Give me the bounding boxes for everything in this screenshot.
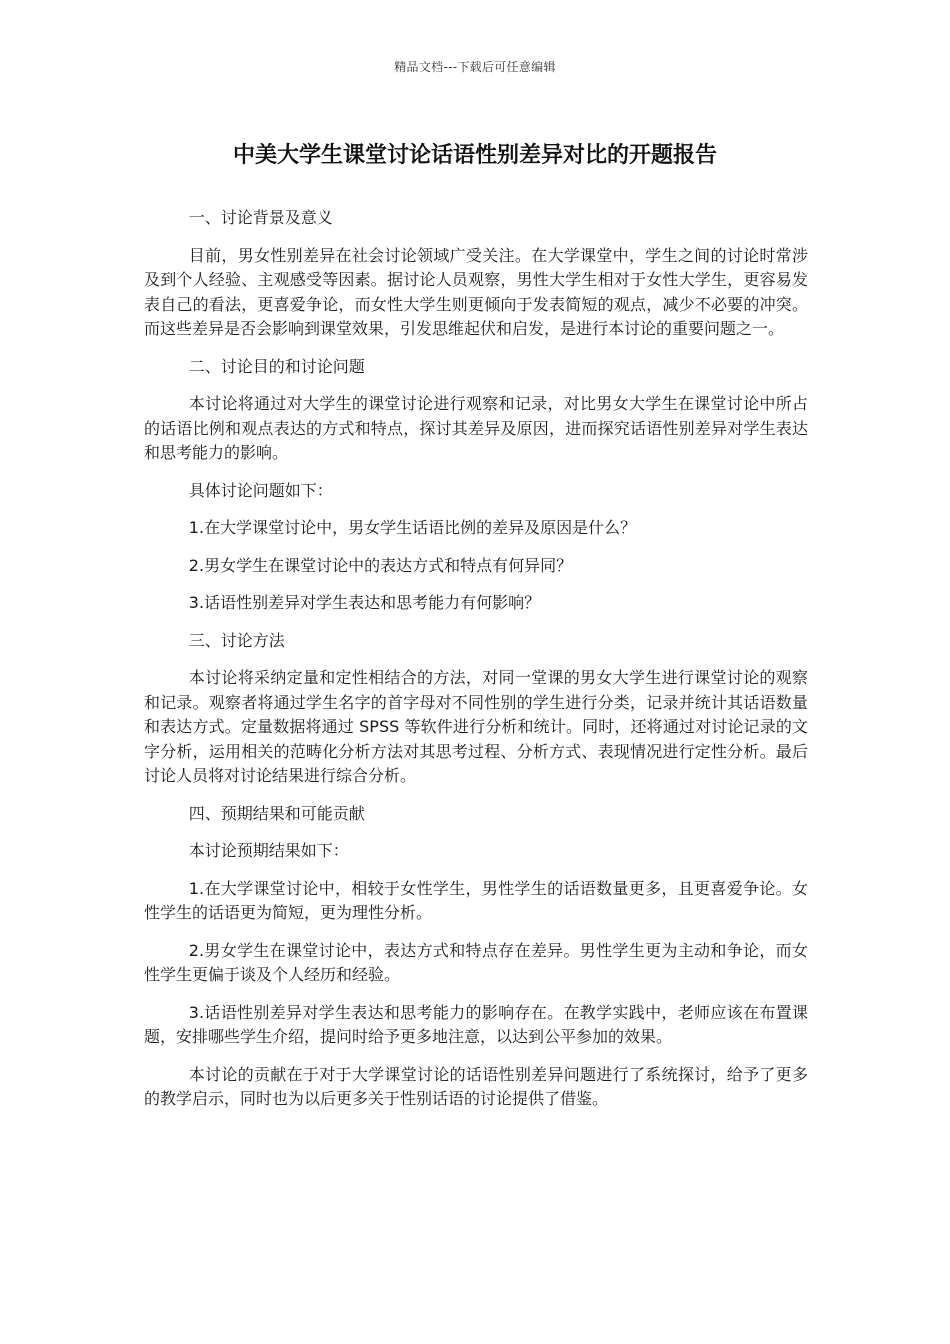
document-body: [144, 206, 808, 1125]
section-heading-method: 三、讨论方法: [188, 630, 285, 650]
paragraph-contribution: 本讨论的贡献在于对于大学课堂讨论的话语性别差异问题进行了系统探讨，给予了更多的教学启示，同时也为以后更多关于性别话语的讨论提供了借鉴。: [144, 1064, 808, 1108]
question-item-3: 3.话语性别差异对学生表达和思考能力有何影响？: [188, 593, 541, 612]
result-item-2: 2.男女学生在课堂讨论中，表达方式和特点存在差异。男性学生更为主动和争论，而女性学生更偏于谈及个人经历和经验。: [144, 940, 808, 984]
paragraph-purpose: 本讨论将通过对大学生的课堂讨论进行观察和记录，对比男女大学生在课堂讨论中所占的话语比例和观点表达的方式和特点，探讨其差异及原因，进而探究话语性别差异对学生表达和思考能力的影响。: [144, 394, 808, 462]
result-item-1: 1.在大学课堂讨论中，相较于女性学生，男性学生的话语数量更多，且更喜爱争论。女性学生的话语更为简短，更为理性分析。: [144, 878, 808, 922]
page-header: 精品文档---下载后可任意编辑: [394, 60, 556, 74]
result-item-3: 3.话语性别差异对学生表达和思考能力的影响存在。在教学实践中，老师应该在布置课题，安排哪些学生介绍，提问时给予更多地注意，以达到公平参加的效果。: [144, 1002, 808, 1046]
paragraph-method: 本讨论将采纳定量和定性相结合的方法，对同一堂课的男女大学生进行课堂讨论的观察和记录。观察者将通过学生名字的首字母对不同性别的学生进行分类，记录并统计其话语数量和表达方式。定量数据将通过 SPSS 等软件进行分析和统计。同时，还将通过对讨论记录的文字分析，运用相关的范畴化分析方法对其思考过程、分析方式、表现情况进行定性分析。最后讨论人员将对讨论结果进行综合分析。: [144, 668, 808, 785]
document-title: 中美大学生课堂讨论话语性别差异对比的开题报告: [232, 143, 717, 168]
section-heading-background: 一、讨论背景及意义: [188, 208, 333, 227]
paragraph-questions-intro: 具体讨论问题如下：: [188, 480, 333, 500]
question-item-2: 2.男女学生在课堂讨论中的表达方式和特点有何异同？: [188, 555, 573, 575]
paragraph-background: 目前，男女性别差异在社会讨论领域广受关注。在大学课堂中，学生之间的讨论时常涉及到个人经验、主观感受等因素。据讨论人员观察，男性大学生相对于女性大学生，更容易发表自己的看法，更喜爱争论，而女性大学生则更倾向于发表简短的观点，减少不必要的冲突。而这些差异是否会影响到课堂效果，引发思维起伏和启发，是进行本讨论的重要问题之一。: [144, 245, 808, 338]
section-heading-purpose: 二、讨论目的和讨论问题: [188, 356, 365, 376]
paragraph-results-intro: 本讨论预期结果如下：: [188, 841, 349, 860]
question-item-1: 1.在大学课堂讨论中，男女学生话语比例的差异及原因是什么？: [188, 518, 637, 537]
section-heading-results: 四、预期结果和可能贡献: [188, 803, 365, 823]
